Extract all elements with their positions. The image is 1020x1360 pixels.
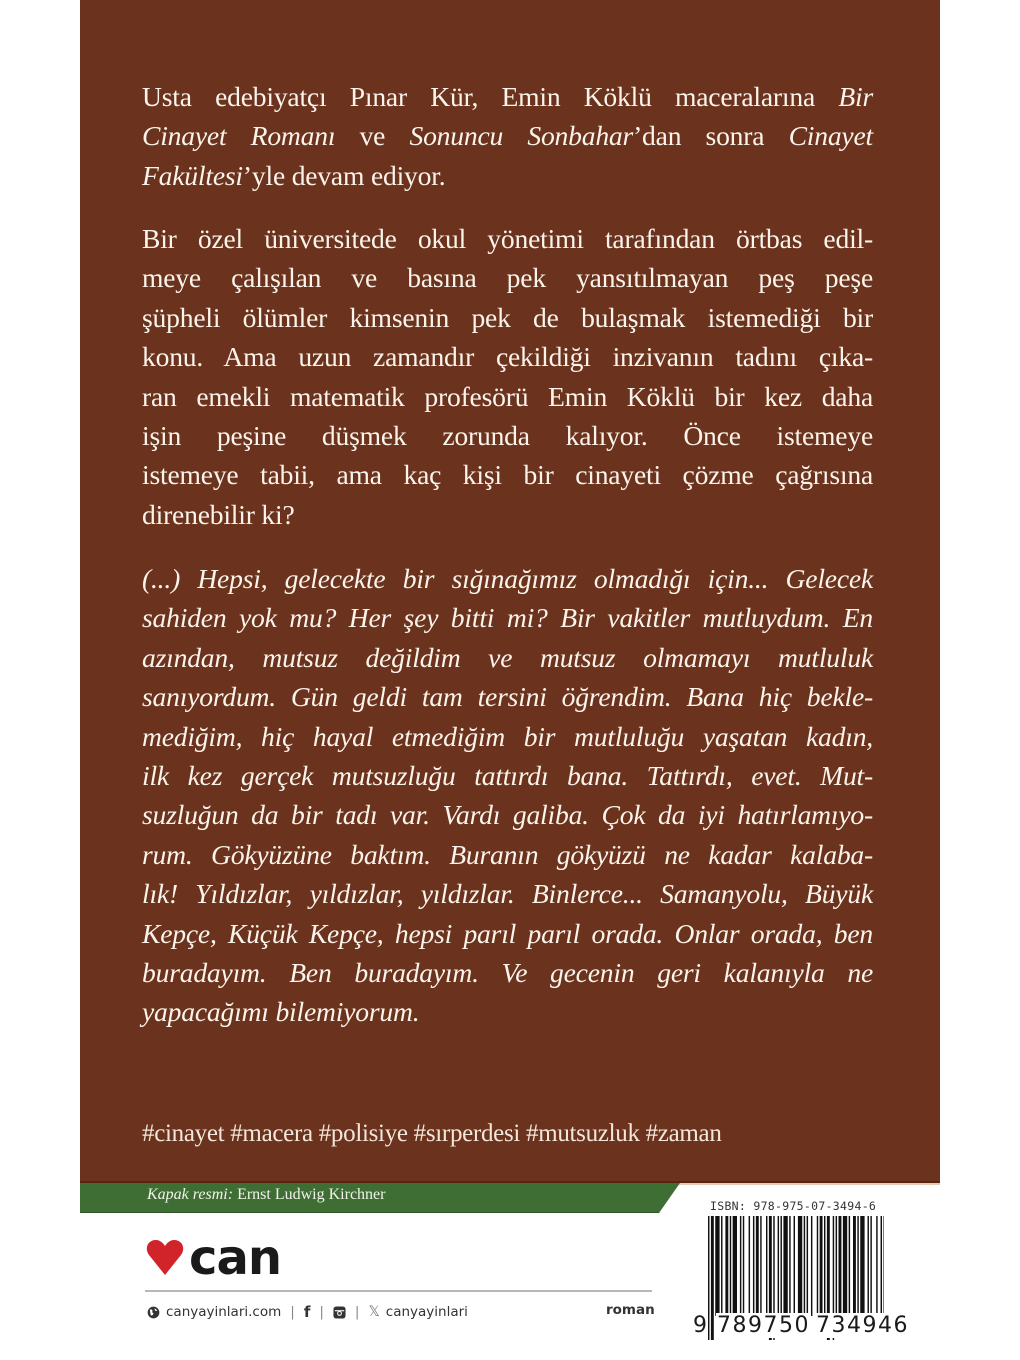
italic-title: Sonuncu Sonbahar [409, 120, 634, 152]
text-line: sahiden yok mu? Her şey bitti mi? Bir vakitler mutluydum. En [142, 602, 873, 634]
separator: | [319, 1304, 324, 1320]
text-line: azından, mutsuz değildim ve mutsuz olmamayı mutluluk [142, 641, 873, 673]
text-line [142, 77, 873, 116]
text-line: suzluğun da bir tadı var. Vardı galiba. Çok da iyi hatırlamıyo- [142, 799, 873, 831]
text-segment: ve [335, 120, 410, 152]
text-line: meye çalışılan ve basına pek yansıtılmayan peş peşe [142, 262, 873, 294]
barcode-digits-left: 789750 [717, 1313, 810, 1338]
italic-title: Cinayet [788, 120, 873, 152]
synopsis-paragraph [142, 219, 873, 534]
text-line: sanıyordum. Gün geldi tam tersini öğrendim. Bana hiç bekle- [142, 681, 873, 713]
text-line: rum. Gökyüzüne baktım. Buranın gökyüzü ne kadar kalaba- [142, 838, 873, 870]
text-line [142, 156, 873, 195]
instagram-icon[interactable] [333, 1306, 346, 1319]
text-line: lık! Yıldızlar, yıldızlar, yıldızlar. Binlerce... Samanyolu, Büyük [142, 878, 873, 910]
cover-credit-artist: Ernst Ludwig Kirchner [233, 1186, 386, 1203]
barcode-digits-right: 734946 [815, 1313, 909, 1338]
text-line: (...) Hepsi, gelecekte bir sığınağımız olmadığı için... Gelecek [142, 563, 873, 594]
heart-icon [145, 1238, 185, 1278]
footer-divider [145, 1290, 652, 1292]
text-segment: Usta edebiyatçı Pınar Kür, Emin Köklü maceralarına [142, 81, 839, 112]
text-line: mediğim, hiç hayal etmediğim bir mutluluğu yaşatan kadın, [142, 720, 873, 752]
globe-icon [147, 1306, 160, 1319]
italic-title: Bir [838, 81, 873, 112]
barcode-digit-first: 9 [693, 1313, 707, 1338]
publisher-logo [145, 1230, 282, 1286]
barcode-digits [692, 1313, 909, 1338]
text-line: işin peşine düşmek zorunda kalıyor. Önce istemeye [142, 420, 873, 452]
text-line: konu. Ama uzun zamandır çekildiği inzivanın tadını çıka- [142, 341, 873, 373]
italic-title: Fakültesi [142, 159, 243, 191]
text-line: ilk kez gerçek mutsuzluğu tattırdı bana. Tattırdı, evet. Mut- [142, 760, 873, 792]
hashtags: #cinayet #macera #polisiye #sırperdesi #mutsuzluk #zaman [142, 1120, 722, 1147]
isbn-label: ISBN: 978-975-07-3494-6 [710, 1199, 877, 1213]
text-line [142, 116, 873, 155]
separator: | [354, 1304, 360, 1320]
website-link[interactable]: canyayinlari.com [166, 1304, 282, 1320]
facebook-icon[interactable]: f [303, 1303, 311, 1321]
text-line: istemeye tabii, ama kaç kişi bir cinayeti çözme çağrısına [142, 459, 873, 491]
text-line: Kepçe, Küçük Kepçe, hepsi parıl parıl orada. Onlar orada, ben [142, 917, 873, 949]
text-line: ran emekli matematik profesörü Emin Köklü bir kez daha [142, 380, 873, 412]
genre-label: roman [606, 1302, 655, 1318]
text-segment: ’yle devam ediyor. [242, 159, 446, 191]
text-line: direnebilir ki? [142, 498, 295, 530]
text-segment: ’dan sonra [633, 120, 789, 152]
x-icon[interactable]: 𝕏 [368, 1304, 380, 1320]
cover-credit-label: Kapak resmi: [147, 1186, 234, 1203]
separator: | [290, 1304, 295, 1320]
text-line: Bir özel üniversitede okul yönetimi tarafından örtbas edil- [142, 223, 873, 254]
italic-title: Cinayet Romanı [142, 120, 336, 152]
text-line: şüpheli ölümler kimsenin pek de bulaşmak istemediği bir [142, 301, 873, 333]
text-line: yapacağımı bilemiyorum. [142, 996, 420, 1028]
publisher-links [147, 1302, 468, 1322]
text-line: buradayım. Ben buradayım. Ve gecenin geri kalanıyla ne [142, 957, 873, 989]
publisher-wordmark: can [189, 1230, 282, 1286]
cover-credit [147, 1186, 385, 1204]
social-handle[interactable]: canyayinlari [385, 1304, 468, 1320]
excerpt-paragraph [142, 559, 873, 1032]
intro-paragraph [142, 77, 873, 195]
